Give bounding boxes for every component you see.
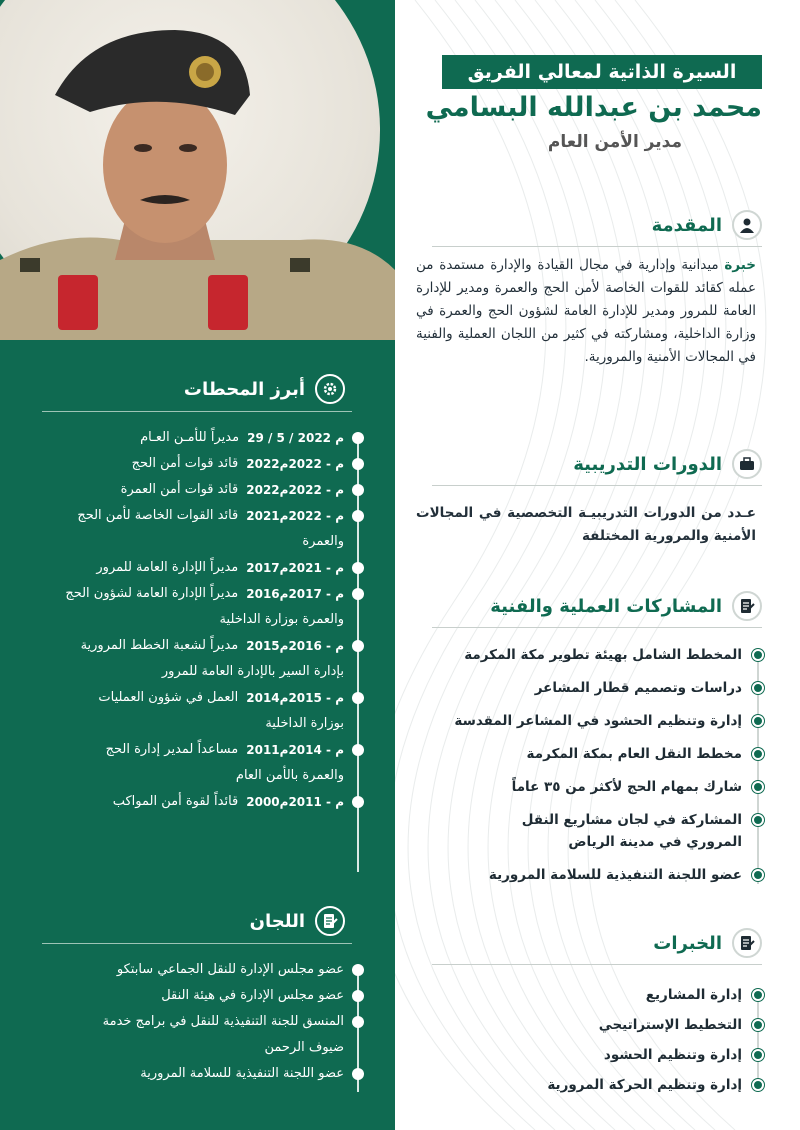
divider: [42, 411, 352, 412]
list-item: شارك بمهام الحج لأكثر من ٣٥ عاماً: [434, 776, 764, 798]
timeline-date: 29 / 5 / 2022 م: [247, 431, 344, 445]
person-icon: [732, 210, 762, 240]
participation-title: المشاركات العملية والفنية: [490, 595, 722, 617]
document-edit-icon: [732, 591, 762, 621]
timeline-date: 2021م - 2022م: [246, 509, 344, 523]
timeline-date: 2000م - 2011م: [246, 795, 344, 809]
timeline-role: مديراً لشعبة الخطط المرورية بإدارة السير بالإدارة العامة للمرور: [80, 638, 344, 679]
timeline-date: 2014م - 2015م: [246, 691, 344, 705]
list-item: عضو مجلس الإدارة في هيئة النقل: [44, 983, 364, 1009]
timeline-item: [64, 633, 364, 685]
intro-lead: خبرة: [724, 257, 756, 273]
divider: [432, 485, 762, 486]
timeline-item: [64, 581, 364, 633]
timeline-role: قائد قوات أمن الحج: [131, 456, 239, 471]
committees-list: [44, 957, 364, 1087]
document-edit-icon: [732, 928, 762, 958]
list-item: المنسق للجنة التنفيذية للنقل في برامج خدمة ضيوف الرحمن: [64, 1009, 364, 1061]
timeline-role: العمل في شؤون العمليات بوزارة الداخلية: [98, 690, 344, 731]
expertise-list: [434, 984, 764, 1096]
participation-list: [434, 644, 764, 886]
list-item: عضو مجلس الإدارة للنقل الجماعي سابتكو: [44, 957, 364, 983]
intro-title: المقدمة: [651, 214, 722, 236]
training-text: عـدد من الدورات التدريبيـة التخصصية في المجالات الأمنية والمرورية المختلفة: [416, 505, 756, 544]
list-item: إدارة وتنظيم الحركة المرورية: [434, 1074, 764, 1096]
list-item: مخطط النقل العام بمكة المكرمة: [434, 743, 764, 765]
person-name: محمد بن عبدالله البسامي: [425, 92, 762, 123]
gear-icon: [315, 374, 345, 404]
expertise-title: الخبرات: [653, 932, 722, 954]
timeline-date: 2016م - 2017م: [246, 587, 344, 601]
timeline-item: [44, 555, 364, 581]
intro-text: ميدانية وإدارية في مجال القيادة والإدارة مستمدة من عمله كقائد للقوات الخاصة لأمن الحج والعمرة ومدير للإدارة العامة للمرور ومدير للإدارة العامة لشؤون الحج والعمرة في وزارة الداخلية، ومشاركته في كثير من اللجان العملية والفنية في المجالات الأمنية والمرورية.: [416, 257, 756, 365]
training-title: الدورات التدريبية: [573, 453, 722, 475]
timeline-date: 2015م - 2016م: [246, 639, 344, 653]
milestones-heading: [45, 372, 345, 406]
timeline-date: 2017م - 2021م: [246, 561, 344, 575]
milestones-timeline: [44, 425, 364, 815]
list-item: إدارة المشاريع: [434, 984, 764, 1006]
timeline-item: [64, 503, 364, 555]
list-item: إدارة وتنظيم الحشود في المشاعر المقدسة: [434, 710, 764, 732]
timeline-date: 2022م - 2022م: [246, 483, 344, 497]
timeline-item: [44, 425, 364, 451]
divider: [432, 627, 762, 628]
intro-heading: [412, 207, 762, 243]
timeline-date: 2022م - 2022م: [246, 457, 344, 471]
list-item: إدارة وتنظيم الحشود: [434, 1044, 764, 1066]
list-item: المخطط الشامل بهيئة تطوير مكة المكرمة: [434, 644, 764, 666]
participation-heading: [412, 588, 762, 624]
timeline-role: مديراً للأمـن العـام: [140, 430, 240, 445]
timeline-role: مديراً الإدارة العامة للمرور: [96, 560, 239, 575]
list-item: المشاركة في لجان مشاريع النقل المروري في مدينة الرياض: [464, 809, 764, 853]
list-item: عضو اللجنة التنفيذية للسلامة المرورية: [434, 864, 764, 886]
intro-paragraph: [416, 254, 756, 369]
divider: [432, 964, 762, 965]
person-role: مدير الأمن العام: [547, 132, 682, 152]
list-item: التخطيط الإستراتيجي: [434, 1014, 764, 1036]
milestones-title: أبرز المحطات: [183, 378, 305, 400]
timeline-role: مديراً الإدارة العامة لشؤون الحج والعمرة بوزارة الداخلية: [65, 586, 344, 627]
timeline-date: 2011م - 2014م: [246, 743, 344, 757]
briefcase-icon: [732, 449, 762, 479]
timeline-item: [64, 737, 364, 789]
timeline-item: [44, 477, 364, 503]
cv-title-banner: [442, 55, 762, 89]
committees-heading: [45, 904, 345, 938]
timeline-item: [44, 451, 364, 477]
timeline-item: [64, 685, 364, 737]
expertise-heading: [412, 925, 762, 961]
divider: [42, 943, 352, 944]
committees-title: اللجان: [249, 910, 305, 932]
list-item: عضو اللجنة التنفيذية للسلامة المرورية: [44, 1061, 364, 1087]
timeline-item: [44, 789, 364, 815]
divider: [432, 246, 762, 247]
cv-title: السيرة الذاتية لمعالي الفريق: [467, 61, 737, 83]
timeline-role: مساعداً لمدير إدارة الحج والعمرة بالأمن العام: [105, 742, 344, 783]
training-heading: [412, 446, 762, 482]
list-item: دراسات وتصميم قطار المشاعر: [434, 677, 764, 699]
timeline-role: قائد القوات الخاصة لأمن الحج والعمرة: [77, 508, 344, 549]
timeline-role: قائداً لقوة أمن المواكب: [112, 794, 239, 809]
timeline-role: قائد قوات أمن العمرة: [120, 482, 239, 497]
document-edit-icon: [315, 906, 345, 936]
portrait-photo: [0, 0, 395, 340]
